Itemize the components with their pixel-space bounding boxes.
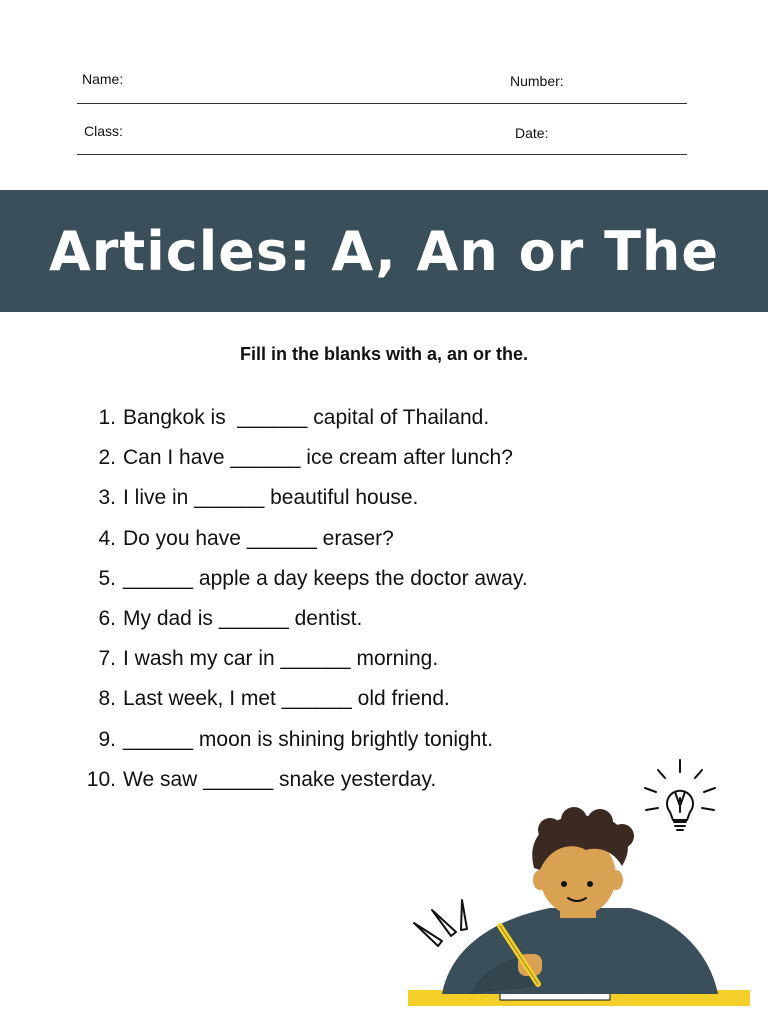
question-item — [80, 478, 720, 518]
question-text: My dad is ______ dentist. — [123, 606, 363, 630]
question-number: 5. — [98, 566, 116, 590]
question-item — [80, 519, 720, 559]
question-number: 8. — [98, 687, 116, 711]
lightbulb-icon — [645, 760, 715, 830]
question-text: Last week, I met ______ old friend. — [123, 687, 450, 711]
number-label: Number: — [510, 73, 564, 89]
question-item — [80, 438, 720, 478]
question-list — [80, 398, 720, 800]
question-text: We saw ______ snake yesterday. — [123, 767, 437, 791]
question-number: 6. — [98, 606, 116, 630]
question-item — [80, 599, 720, 639]
question-item — [80, 639, 720, 679]
question-text: Do you have ______ eraser? — [123, 526, 394, 550]
date-label: Date: — [515, 125, 549, 141]
question-item — [80, 679, 720, 719]
question-number: 7. — [98, 647, 116, 671]
question-text: ______ moon is shining brightly tonight. — [123, 727, 494, 751]
name-label: Name: — [82, 71, 124, 87]
question-number: 2. — [98, 446, 116, 470]
question-text: Can I have ______ ice cream after lunch? — [123, 446, 513, 470]
student-writing-illustration — [400, 750, 768, 1024]
class-label: Class: — [84, 123, 123, 139]
title-banner — [0, 190, 768, 312]
question-number: 4. — [98, 526, 116, 550]
question-number: 1. — [98, 406, 116, 429]
name-line[interactable] — [77, 103, 687, 104]
question-text: I live in ______ beautiful house. — [123, 486, 419, 510]
question-number: 10. — [86, 767, 116, 791]
question-number: 3. — [98, 486, 116, 510]
question-number: 9. — [98, 727, 116, 751]
question-text: ______ apple a day keeps the doctor away. — [123, 566, 528, 590]
question-item — [80, 398, 720, 438]
page-title: Articles: A, An or The — [49, 219, 719, 283]
question-item — [80, 559, 720, 599]
instructions: Fill in the blanks with a, an or the. — [239, 344, 529, 364]
question-text: Bangkok is ______ capital of Thailand. — [123, 406, 490, 429]
question-text: I wash my car in ______ morning. — [123, 647, 439, 671]
class-line[interactable] — [77, 154, 687, 155]
